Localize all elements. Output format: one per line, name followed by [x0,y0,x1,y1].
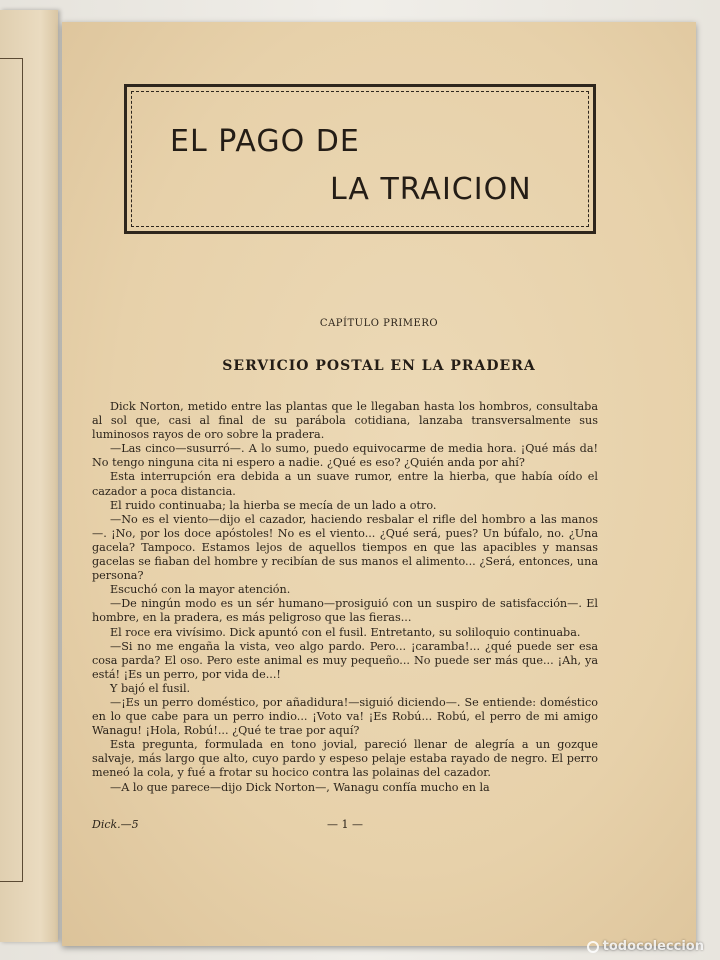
paragraph: Escuchó con la mayor atención. [110,583,291,597]
paragraph: —No es el viento—dijo el cazador, haciendo resbalar el rifle del hombro a las manos—. ¡No, por los doce apóstoles! No es el viento... ¿Qué será, pues? Un búfalo, no. ¿Una gacela? Tampoco. Estamos lejos de aquellos tiempos en que las apacibles y mansas gacelas se fiaban del hombre y recibían de sus manos el alimento... ¿Será, entonces, una persona? [92,512,598,583]
paragraph: Esta interrupción era debida a un suave rumor, entre la hierba, que había oído el cazador a poca distancia. [92,470,598,498]
paragraph: Esta pregunta, formulada en tono jovial, pareció llenar de alegría a un gozque salvaje, más largo que alto, cuyo pardo y espeso pelaje estaba rayado de negro. El perro meneó la cola, y fué a frotar su hocico contra las polainas del cazador. [92,738,598,780]
paragraph: —De ningún modo es un sér humano—prosiguió con un suspiro de satisfacción—. El hombre, en la pradera, es más peligroso que las fieras... [92,597,598,625]
book-page [62,22,696,946]
paragraph: —Las cinco—susurró—. A lo sumo, puedo equivocarme de media hora. ¡Qué más da! No tengo ninguna cita ni espero a nadie. ¿Qué es eso? ¿Quién anda por ahí? [92,442,598,470]
page-footer [92,818,598,834]
body-text [92,400,598,795]
chapter-label: CAPÍTULO PRIMERO [319,318,439,329]
paragraph: —Si no me engaña la vista, veo algo pardo. Pero... ¡caramba!... ¿qué puede ser esa cosa parda? El oso. Pero este animal es muy pequeño... No puede ser más que... ¡Ah, ya está! ¡Es un perro, por vida de...! [92,639,598,681]
previous-page-border [0,58,23,882]
watermark-text: todocoleccion [602,939,704,954]
paragraph: El ruido continuaba; la hierba se mecía de un lado a otro. [110,498,437,512]
title-line-1: EL PAGO DE [170,124,360,159]
watermark [587,939,704,954]
title-line-2: LA TRAICION [330,172,532,207]
title-frame-inner [131,91,589,227]
paragraph: El roce era vivísimo. Dick apuntó con el fusil. Entretanto, su soliloquio continuaba. [110,625,581,639]
previous-page-edge [0,10,58,942]
page-number: — 1 — [327,818,363,831]
paragraph: —A lo que parece—dijo Dick Norton—, Wanagu confía mucho en la [110,780,490,794]
footer-signature: Dick.—5 [92,818,139,831]
chapter-heading: SERVICIO POSTAL EN LA PRADERA [222,358,536,374]
title-frame [124,84,596,234]
paragraph: Dick Norton, metido entre las plantas que le llegaban hasta los hombros, consultaba al sol que, casi al final de su parábola cotidiana, lanzaba transversalmente sus luminosos rayos de oro sobre la pradera. [92,400,598,442]
watermark-logo-icon [587,941,599,953]
paragraph: —¡Es un perro doméstico, por añadidura!—siguió diciendo—. Se entiende: doméstico en lo que cabe para un perro indio... ¡Voto va! ¡Es Robú... Robú, el perro de mi amigo Wanagu! ¡Hola, Robú!... ¿Qué te trae por aquí? [92,695,598,738]
paragraph: Y bajó el fusil. [110,681,191,695]
